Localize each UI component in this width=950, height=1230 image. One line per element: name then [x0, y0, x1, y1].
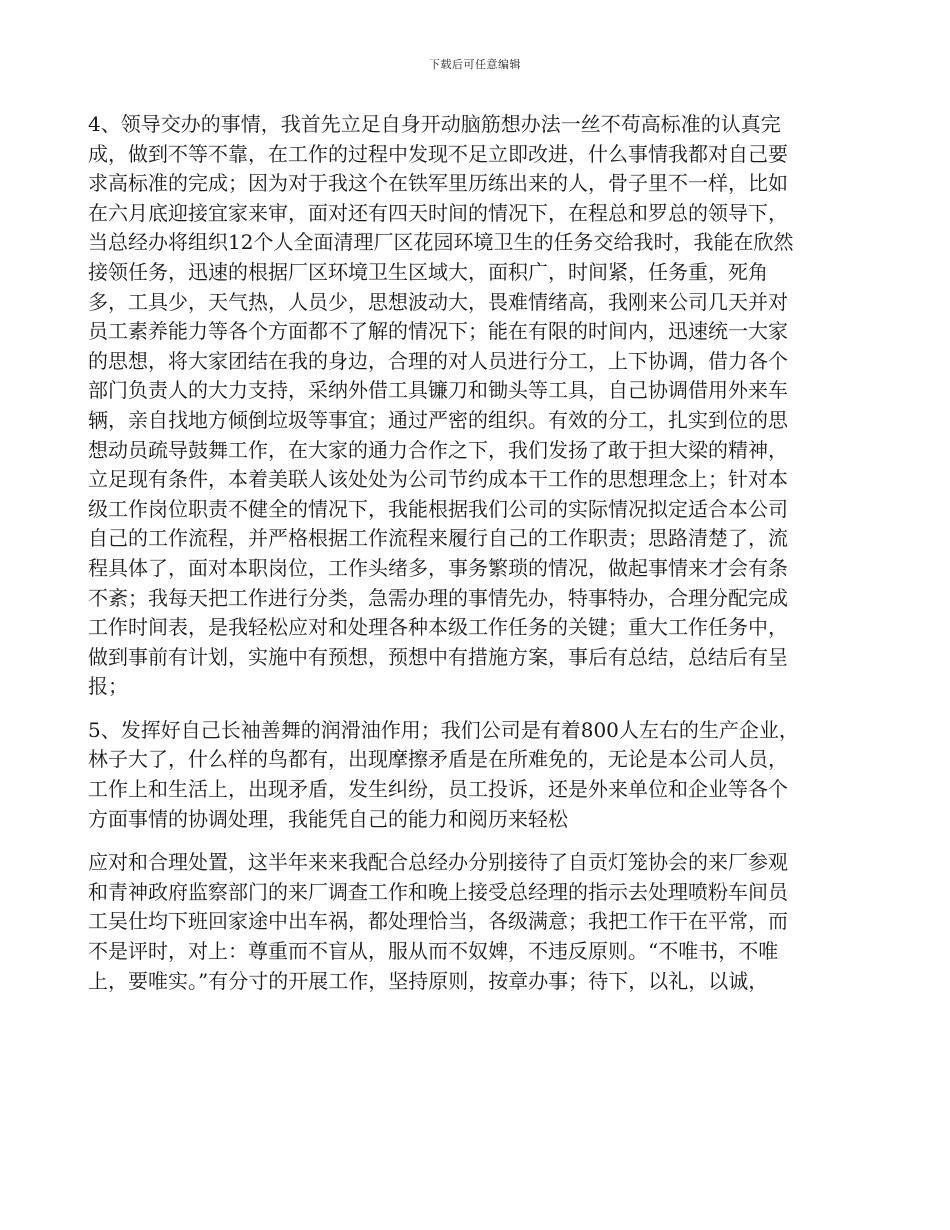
text-line: 工作上和生活上，出现矛盾，发生纠纷，员工投诉，还是外来单位和企业等各个: [88, 777, 788, 802]
text-line: 辆，亲自找地方倾倒垃圾等事宜；通过严密的组织。有效的分工，扎实到位的思: [88, 407, 788, 432]
text-line: 立足现有条件，本着美联人该处处为公司节约成本干工作的思想理念上；针对本: [88, 467, 788, 492]
paragraph-item-5: [88, 716, 854, 834]
text-line: 不是评时，对上：尊重而不盲从，服从而不奴婢，不违反原则。“不唯书，不唯: [88, 939, 779, 964]
text-line: 工吴仕均下班回家途中出车祸，都处理恰当，各级满意；我把工作干在平常，而: [88, 909, 788, 934]
text-line: 林子大了，什么样的鸟都有，出现摩擦矛盾是在所难免的，无论是本公司人员，: [88, 747, 788, 772]
text-line: 方面事情的协调处理，我能凭自己的能力和阅历来轻松: [88, 806, 568, 831]
text-line: 在六月底迎接宜家来审，面对还有四天时间的情况下，在程总和罗总的领导下，: [88, 200, 788, 225]
text-line: 接领任务，迅速的根据厂区环境卫生区域大，面积广，时间紧，任务重，死角: [88, 259, 768, 284]
text-line: 4、领导交办的事情，我首先立足自身开动脑筋想办法一丝不苟高标准的认真完: [88, 112, 781, 136]
text-line: 求高标准的完成；因为对于我这个在铁军里历练出来的人，骨子里不一样，比如: [88, 171, 788, 196]
text-line: 工作时间表，是我轻松应对和处理各种本级工作任务的关键；重大工作任务中，: [88, 615, 788, 640]
document-body: [88, 110, 854, 1010]
text-line: 5、发挥好自己长袖善舞的润滑油作用；我们公司是有着800人左右的生产企业，: [88, 717, 799, 742]
text-line: 程具体了，面对本职岗位，工作头绪多，事务繁琐的情况，做起事情来才会有条: [88, 555, 788, 580]
text-line: 和青神政府监察部门的来厂调查工作和晚上接受总经理的指示去处理喷粉车间员: [88, 879, 788, 904]
text-line: 自己的工作流程，并严格根据工作流程来履行自己的工作职责；思路清楚了，流: [88, 526, 788, 551]
text-line: 做到事前有计划，实施中有预想，预想中有措施方案，事后有总结，总结后有呈: [88, 644, 788, 669]
text-line: 级工作岗位职责不健全的情况下，我能根据我们公司的实际情况拟定适合本公司: [88, 496, 788, 521]
text-line: 成，做到不等不靠，在工作的过程中发现不足立即改进，什么事情我都对自己要: [88, 141, 788, 166]
text-line: 多，工具少，天气热，人员少，思想波动大，畏难情绪高，我刚来公司几天并对: [88, 289, 788, 314]
paragraph-item-4: [88, 110, 854, 702]
text-line: 不紊；我每天把工作进行分类，急需办理的事情先办，特事特办，合理分配完成: [88, 585, 788, 610]
paragraph-continuation: [88, 848, 854, 996]
text-line: 想动员疏导鼓舞工作，在大家的通力合作之下，我们发扬了敢于担大梁的精神，: [88, 437, 788, 462]
text-line: 部门负责人的大力支持，采纳外借工具镰刀和锄头等工具，自己协调借用外来车: [88, 378, 788, 403]
text-line: 报；: [88, 674, 128, 699]
text-line: 的思想，将大家团结在我的身边，合理的对人员进行分工，上下协调，借力各个: [88, 348, 788, 373]
page-header: 下载后可任意编辑: [429, 58, 521, 71]
text-line: 上，要唯实。”有分寸的开展工作，坚持原则，按章办事；待下，以礼，以诚，: [88, 968, 769, 993]
text-line: 应对和合理处置，这半年来来我配合总经办分别接待了自贡灯笼协会的来厂参观: [88, 850, 788, 875]
text-line: 员工素养能力等各个方面都不了解的情况下；能在有限的时间内，迅速统一大家: [88, 319, 788, 344]
text-line: 当总经办将组织12个人全面清理厂区花园环境卫生的任务交给我时，我能在欣然: [88, 230, 794, 255]
